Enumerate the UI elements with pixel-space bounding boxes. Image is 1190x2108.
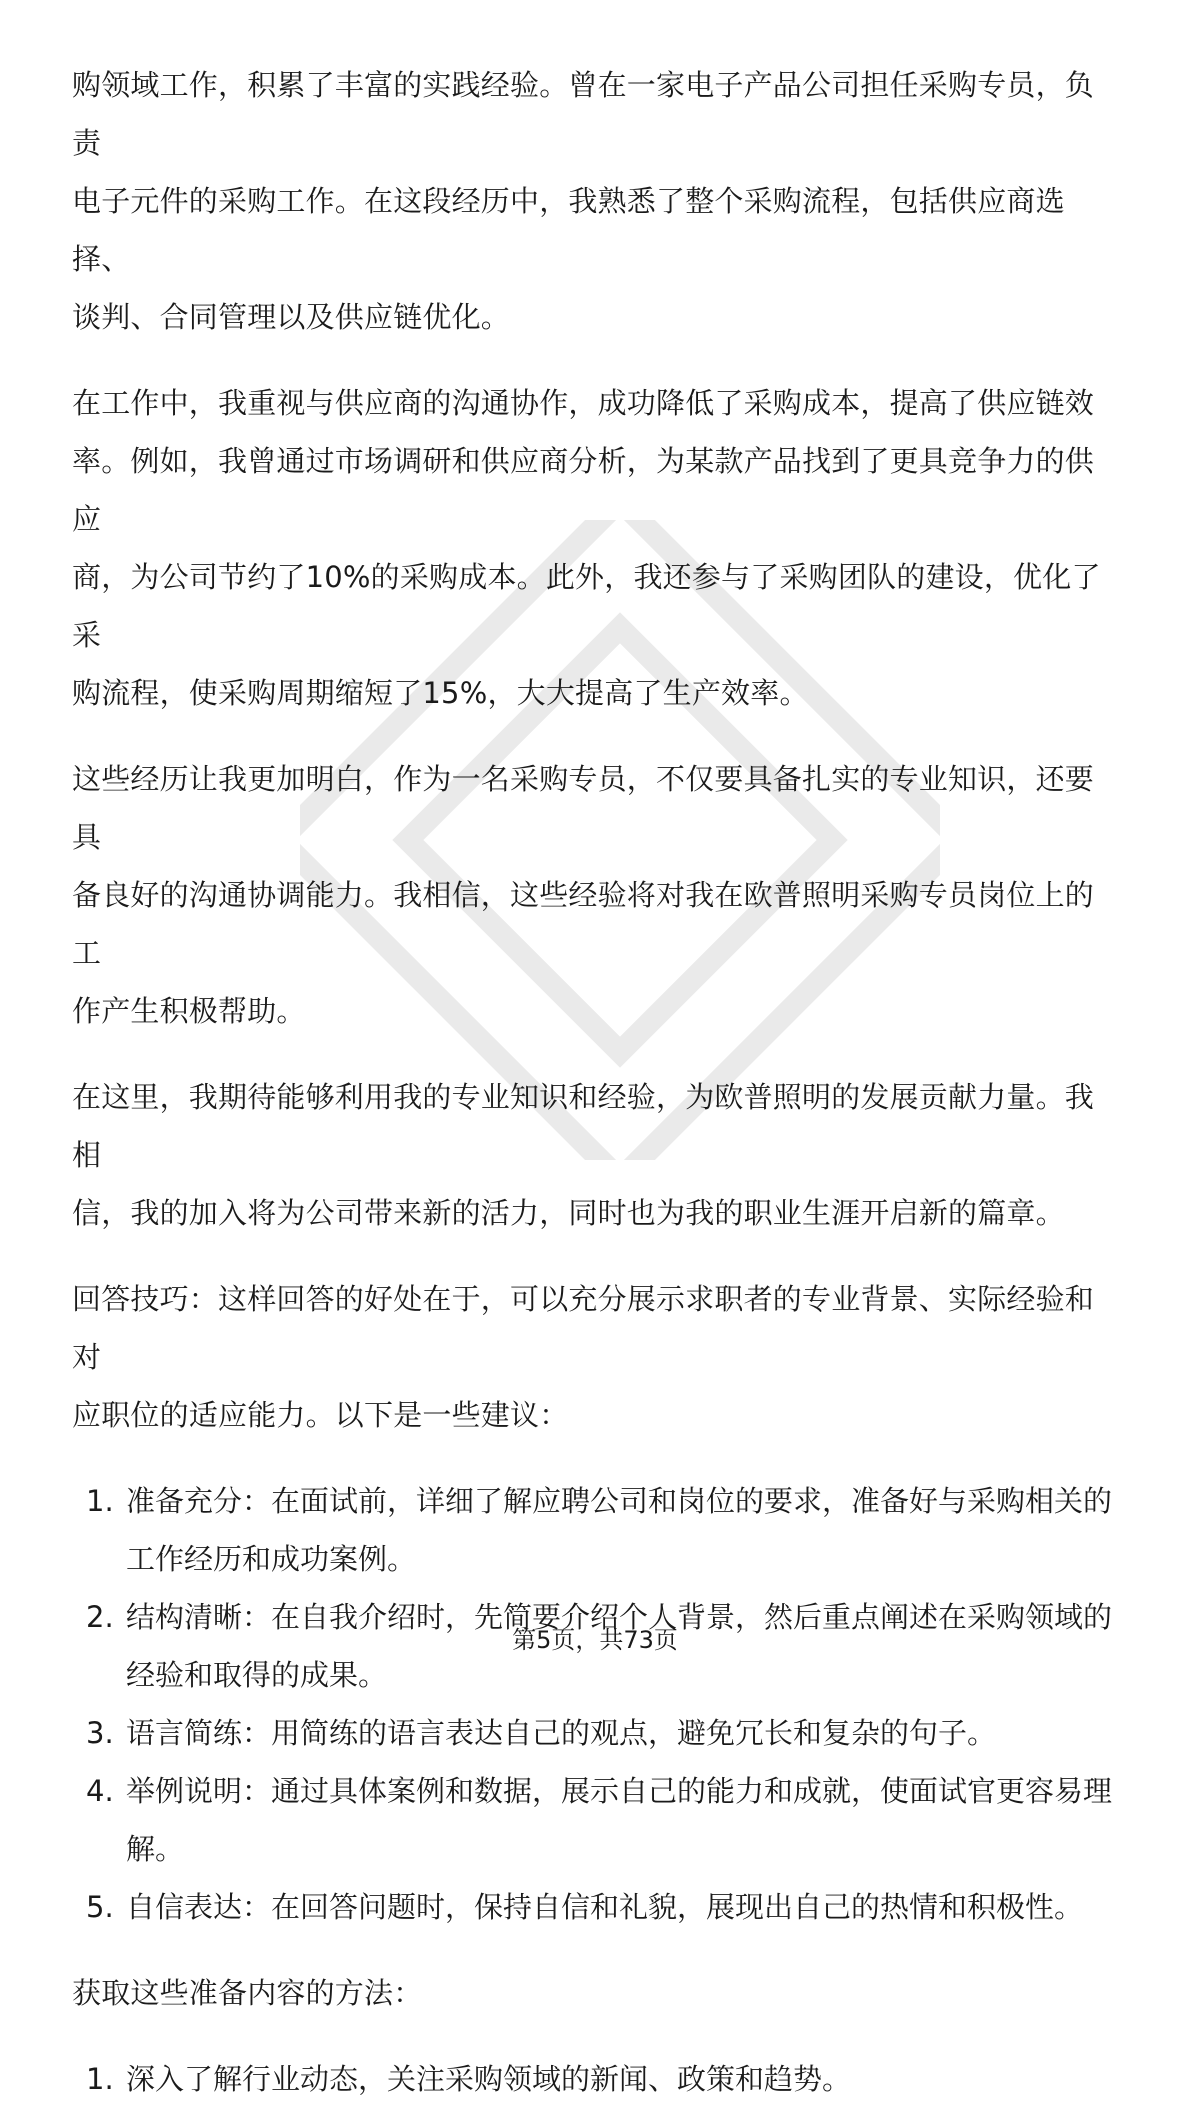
- list-item: [72, 1762, 1122, 1878]
- text-line: 回答技巧：这样回答的好处在于，可以充分展示求职者的专业背景、实际经验和对: [72, 1282, 1095, 1374]
- paragraph-experience: [72, 56, 1122, 346]
- paragraph-achievements: [72, 374, 1122, 722]
- tips-list: [72, 1472, 1122, 1936]
- text-line: 购领域工作，积累了丰富的实践经验。曾在一家电子产品公司担任采购专员，负责: [72, 68, 1095, 160]
- text-line: 举例说明：通过具体案例和数据，展示自己的能力和成就，使面试官更容易理: [126, 1774, 1113, 1808]
- paragraph-understanding: [72, 750, 1122, 1040]
- text-line: 信，我的加入将为公司带来新的活力，同时也为我的职业生涯开启新的篇章。: [72, 1196, 1065, 1230]
- text-line: 谈判、合同管理以及供应链优化。: [72, 300, 511, 334]
- text-line: 电子元件的采购工作。在这段经历中，我熟悉了整个采购流程，包括供应商选择、: [72, 184, 1065, 276]
- list-number: 4.: [86, 1774, 114, 1808]
- text-line: 结构清晰：在自我介绍时，先简要介绍个人背景，然后重点阐述在采购领域的: [126, 1600, 1113, 1634]
- text-line: 准备充分：在面试前，详细了解应聘公司和岗位的要求，准备好与采购相关的: [126, 1484, 1113, 1518]
- text-line: 备良好的沟通协调能力。我相信，这些经验将对我在欧普照明采购专员岗位上的工: [72, 878, 1095, 970]
- list-number: 1.: [86, 1484, 114, 1518]
- page-footer: 第5页，共73页: [512, 1626, 678, 1654]
- list-item: [72, 1878, 1122, 1936]
- text-line: 在这里，我期待能够利用我的专业知识和经验，为欧普照明的发展贡献力量。我相: [72, 1080, 1095, 1172]
- list-item: [72, 1472, 1122, 1588]
- text-line: 在工作中，我重视与供应商的沟通协作，成功降低了采购成本，提高了供应链效: [72, 386, 1095, 420]
- text-line: 语言简练：用简练的语言表达自己的观点，避免冗长和复杂的句子。: [126, 1716, 997, 1750]
- text-line: 作产生积极帮助。: [72, 994, 306, 1028]
- list-number: 1.: [86, 2062, 114, 2096]
- text-line: 工作经历和成功案例。: [126, 1542, 417, 1576]
- methods-list: [72, 2050, 1122, 2108]
- text-line: 商，为公司节约了10%的采购成本。此外，我还参与了采购团队的建设，优化了采: [72, 560, 1101, 652]
- list-number: 3.: [86, 1716, 114, 1750]
- list-number: 2.: [86, 1600, 114, 1634]
- text-line: 解。: [126, 1832, 185, 1866]
- list-number: 5.: [86, 1890, 114, 1924]
- list-item: [72, 1704, 1122, 1762]
- text-line: 这些经历让我更加明白，作为一名采购专员，不仅要具备扎实的专业知识，还要具: [72, 762, 1095, 854]
- paragraph-answer-tips: [72, 1270, 1122, 1444]
- text-line: 自信表达：在回答问题时，保持自信和礼貌，展现出自己的热情和积极性。: [126, 1890, 1084, 1924]
- text-line: 深入了解行业动态，关注采购领域的新闻、政策和趋势。: [126, 2062, 852, 2096]
- text-line: 购流程，使采购周期缩短了15%，大大提高了生产效率。: [72, 676, 809, 710]
- paragraph-expectation: [72, 1068, 1122, 1242]
- text-line: 应职位的适应能力。以下是一些建议：: [72, 1398, 569, 1432]
- document-body: [72, 56, 1122, 2108]
- list-item: [72, 2050, 1122, 2108]
- text-line: 率。例如，我曾通过市场调研和供应商分析，为某款产品找到了更具竞争力的供应: [72, 444, 1095, 536]
- methods-heading: 获取这些准备内容的方法：: [72, 1976, 423, 2010]
- text-line: 经验和取得的成果。: [126, 1658, 388, 1692]
